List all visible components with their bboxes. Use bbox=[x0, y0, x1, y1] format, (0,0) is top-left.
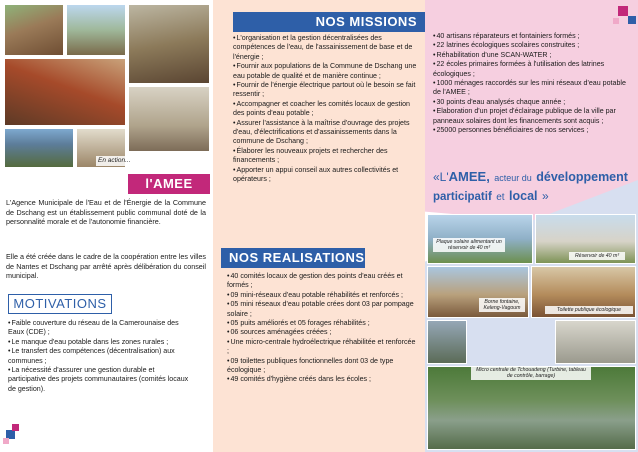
achievement-item: • Réhabilitation d'une SCAN-WATER ; bbox=[433, 51, 633, 60]
realisation-item: • 09 toilettes publiques fonctionnelles dont 03 de type écologique ; bbox=[227, 357, 419, 376]
slogan-open: «L' bbox=[433, 170, 449, 184]
motivation-item: • La nécessité d'assurer une gestion durable et participative des projets communautaires (comités locaux de gestion). bbox=[8, 366, 192, 394]
realisation-item: • 05 puits améliorés et 05 forages réhabilités ; bbox=[227, 319, 419, 328]
missions-list bbox=[233, 34, 419, 185]
realisation-item: • 06 sources aménagées créées ; bbox=[227, 328, 419, 337]
decor-square-magenta bbox=[618, 6, 628, 16]
intro-paragraph-1: L'Agence Municipale de l'Eau et de l'Énergie de la Commune de Dschang est un établissement public communal doté de la personnalité morale et de l'autonomie financière. bbox=[6, 198, 206, 227]
photo-solar-panels bbox=[4, 128, 74, 168]
realisation-item: • 40 comités locaux de gestion des points d'eau créés et formés ; bbox=[227, 272, 419, 291]
photo-control-panel bbox=[555, 320, 636, 364]
photo-well-worker bbox=[128, 4, 210, 84]
slogan-close: » bbox=[542, 189, 549, 203]
photo-pipe-repair bbox=[4, 58, 126, 126]
right-panel bbox=[425, 0, 638, 452]
realisation-item: • 05 mini réseaux d'eau potable crées dont 03 par pompage solaire ; bbox=[227, 300, 419, 319]
caption-toilet: Toilette publique écologique bbox=[545, 306, 633, 314]
realisation-item: • 49 comités d'hygiène créés dans les écoles ; bbox=[227, 375, 419, 384]
mission-item: • Fournir aux populations de la Commune de Dschang une eau potable de qualité et de manière continue ; bbox=[233, 62, 419, 81]
achievement-item: • 22 latrines écologiques scolaires construites ; bbox=[433, 41, 633, 50]
caption-solar: Plaque solaire alimentant un réservoir de 40 m³ bbox=[433, 238, 505, 252]
photo-turbine bbox=[427, 320, 467, 364]
realisation-item: • Une micro-centrale hydroélectrique réhabilitée et renforcée ; bbox=[227, 338, 419, 357]
mission-item: • Fournir de l'énergie électrique partout où le besoin se fait ressentir ; bbox=[233, 81, 419, 100]
achievement-item: • 22 écoles primaires formées à l'utilisation des latrines écologiques ; bbox=[433, 60, 633, 79]
slogan-et: et bbox=[496, 192, 505, 203]
motivations-list bbox=[8, 319, 192, 394]
caption-micro: Micro centrale de Tchouadeng (Turbine, tableau de contrôle, barrage) bbox=[471, 366, 591, 380]
motivations-header-label: MOTIVATIONS bbox=[13, 296, 107, 311]
achievement-item: • Elaboration d'un projet d'éclairage publique de la ville par panneaux solaires dont les financements sont acquis ; bbox=[433, 107, 633, 126]
mission-item: • L'organisation et la gestion décentralisées des compétences de l'eau, de l'assainissement de base et de l'énergie ; bbox=[233, 34, 419, 62]
slogan bbox=[433, 168, 637, 207]
caption-fountain: Borne fontaine, Keleng-Vagoum bbox=[479, 298, 525, 312]
mission-item: • Apporter un appui conseil aux autres collectivités et opérateurs ; bbox=[233, 166, 419, 185]
motivation-item: • Faible couverture du réseau de la Camerounaise des Eaux (CDE) ; bbox=[8, 319, 192, 338]
photo-tower-reservoir bbox=[66, 4, 126, 56]
mission-item: • Assurer l'assistance à la maîtrise d'ouvrage des projets d'eau, d'électrifications et d'assainissements dans la commune de Dschang ; bbox=[233, 119, 419, 147]
achievement-item: • 25000 personnes bénéficiaires de nos services ; bbox=[433, 126, 633, 135]
motivation-item: • Le transfert des compétences (décentralisation) aux communes ; bbox=[8, 347, 192, 366]
photo-caption: En action... bbox=[98, 157, 131, 164]
amee-header bbox=[128, 174, 210, 194]
realisations-header-label: NOS REALISATIONS bbox=[229, 250, 365, 265]
slogan-dev: développement bbox=[536, 170, 628, 184]
slogan-amee: AMEE, bbox=[448, 169, 490, 184]
mission-item: • Élaborer les nouveaux projets et rechercher des financements ; bbox=[233, 147, 419, 166]
intro-paragraph-2: Elle a été créée dans le cadre de la coopération entre les villes de Nantes et Dschang par arrêté après délibération du conseil municipal. bbox=[6, 252, 206, 281]
achievement-item: • 40 artisans réparateurs et fontainiers formés ; bbox=[433, 32, 633, 41]
decor-square-pink bbox=[3, 438, 9, 444]
amee-header-label: l'AMEE bbox=[145, 176, 193, 191]
missions-header-label: NOS MISSIONS bbox=[315, 14, 417, 29]
caption-reservoir: Réservoir de 40 m³ bbox=[569, 252, 625, 260]
decor-square-blue bbox=[628, 16, 636, 24]
achievements-list bbox=[433, 32, 633, 135]
decor-square-magenta bbox=[12, 424, 19, 431]
achievement-item: • 30 points d'eau analysés chaque année ; bbox=[433, 98, 633, 107]
slogan-mid: acteur du bbox=[494, 173, 532, 183]
realisations-header bbox=[221, 248, 365, 268]
missions-header bbox=[233, 12, 425, 32]
achievement-item: • 1000 ménages raccordés sur les mini réseaux d'eau potable de l'AMEE ; bbox=[433, 79, 633, 98]
left-panel bbox=[0, 0, 213, 452]
decor-square-pink bbox=[613, 18, 619, 24]
middle-panel bbox=[213, 0, 425, 452]
realisation-item: • 09 mini-réseaux d'eau potable réhabilités et renforcés ; bbox=[227, 291, 419, 300]
slogan-local: local bbox=[509, 189, 538, 203]
mission-item: • Accompagner et coacher les comités locaux de gestion des points d'eau potable ; bbox=[233, 100, 419, 119]
motivation-item: • Le manque d'eau potable dans les zones rurales ; bbox=[8, 338, 192, 347]
photo-water-tank-workers bbox=[4, 4, 64, 56]
slogan-part: participatif bbox=[433, 191, 492, 203]
motivations-header bbox=[8, 294, 112, 314]
photo-electric-meter bbox=[128, 86, 210, 152]
realisations-list bbox=[227, 272, 419, 385]
